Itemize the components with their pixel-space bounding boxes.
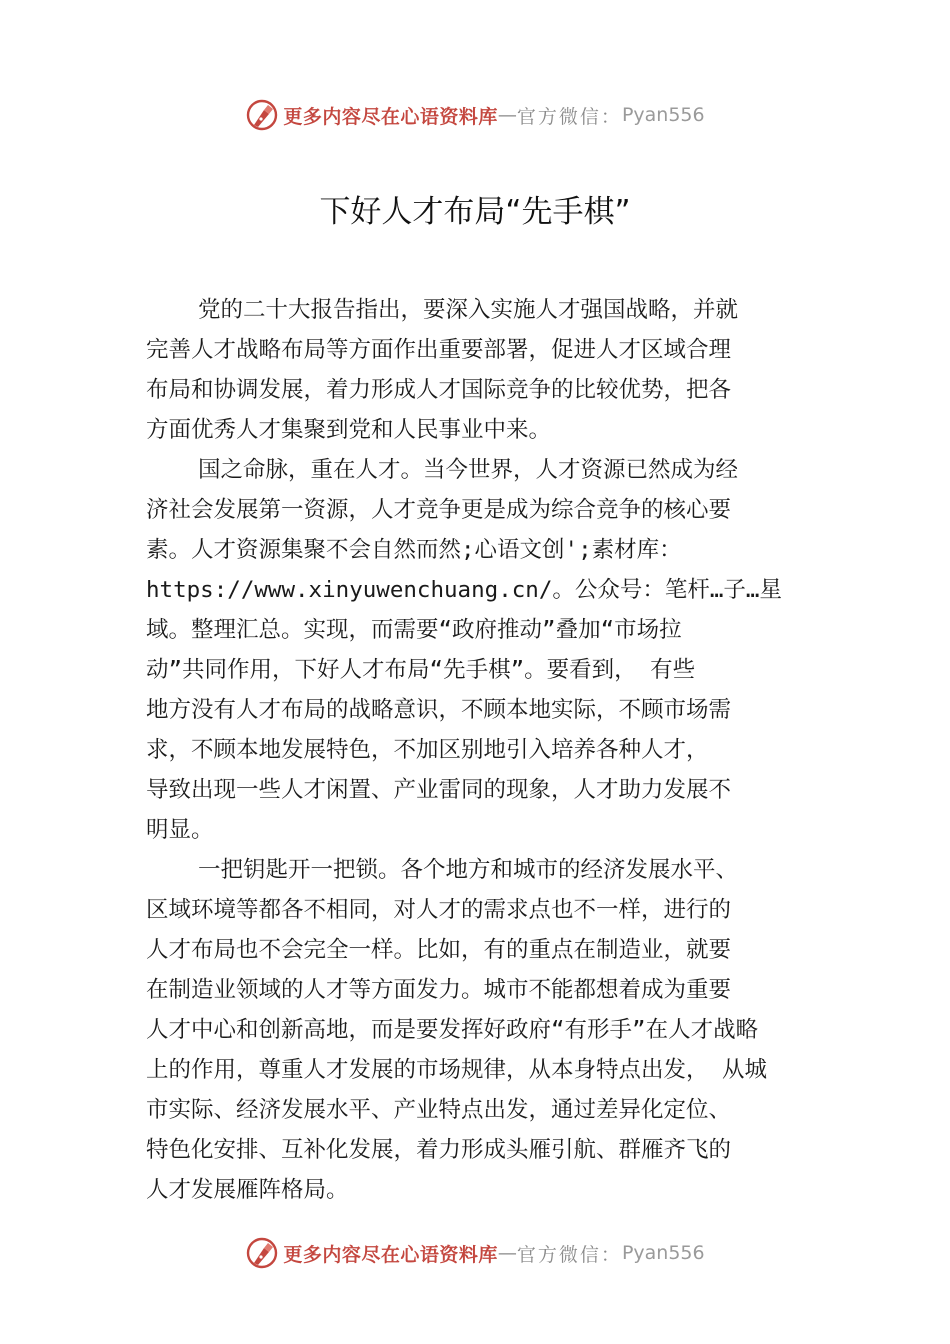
body-line: 市实际、经济发展水平、产业特点出发，通过差异化定位、 bbox=[146, 1097, 732, 1123]
body-line: 地方没有人才布局的战略意识，不顾本地实际，不顾市场需 bbox=[146, 697, 732, 723]
body-line: 动”共同作用，下好人才布局“先手棋”。要看到， 有些 bbox=[146, 657, 696, 683]
body-line: https://www.xinyuwenchuang.cn/。公众号：笔杆…子…星 bbox=[146, 577, 782, 603]
body-line: 域。整理汇总。实现，而需要“政府推动”叠加“市场拉 bbox=[146, 617, 682, 643]
body-line: 导致出现一些人才闲置、产业雷同的现象，人才助力发展不 bbox=[146, 777, 732, 803]
footer-banner bbox=[0, 1233, 950, 1273]
body-line: 人才中心和创新高地，而是要发挥好政府“有形手”在人才战略 bbox=[146, 1017, 759, 1043]
banner-separator: — bbox=[497, 1242, 517, 1264]
banner-wechat-id: Pyan556 bbox=[621, 1242, 705, 1264]
pen-nib-logo-icon bbox=[245, 1236, 279, 1270]
body-line: 在制造业领域的人才等方面发力。城市不能都想着成为重要 bbox=[146, 977, 732, 1003]
banner-separator: — bbox=[497, 104, 517, 126]
body-line: 上的作用，尊重人才发展的市场规律，从本身特点出发， 从城 bbox=[146, 1057, 768, 1083]
pen-nib-logo-icon bbox=[245, 98, 279, 132]
body-line: 党的二十大报告指出，要深入实施人才强国战略，并就 bbox=[198, 297, 739, 323]
banner-brand-text: 更多内容尽在心语资料库 bbox=[283, 105, 498, 128]
body-line: 素。人才资源集聚不会自然而然;心语文创';素材库： bbox=[146, 537, 682, 563]
document-title: 下好人才布局“先手棋” bbox=[319, 194, 631, 230]
banner-wechat-label: 官方微信： bbox=[516, 105, 622, 128]
body-line: 国之命脉，重在人才。当今世界，人才资源已然成为经 bbox=[198, 457, 739, 483]
document-body bbox=[146, 290, 816, 1210]
body-line: 求，不顾本地发展特色，不加区别地引入培养各种人才， bbox=[146, 737, 709, 763]
body-line: 区域环境等都各不相同，对人才的需求点也不一样，进行的 bbox=[146, 897, 732, 923]
banner-wechat-id: Pyan556 bbox=[621, 104, 705, 126]
header-banner bbox=[0, 95, 950, 135]
body-line: 一把钥匙开一把锁。各个地方和城市的经济发展水平、 bbox=[198, 857, 739, 883]
body-line: 人才发展雁阵格局。 bbox=[146, 1177, 349, 1203]
body-line: 方面优秀人才集聚到党和人民事业中来。 bbox=[146, 417, 552, 443]
banner-wechat-label: 官方微信： bbox=[516, 1243, 622, 1266]
body-line: 人才布局也不会完全一样。比如，有的重点在制造业，就要 bbox=[146, 937, 732, 963]
body-line: 明显。 bbox=[146, 817, 214, 843]
body-line: 完善人才战略布局等方面作出重要部署，促进人才区域合理 bbox=[146, 337, 732, 363]
body-line: 济社会发展第一资源，人才竞争更是成为综合竞争的核心要 bbox=[146, 497, 732, 523]
body-line: 特色化安排、互补化发展，着力形成头雁引航、群雁齐飞的 bbox=[146, 1137, 732, 1163]
body-line: 布局和协调发展，着力形成人才国际竞争的比较优势，把各 bbox=[146, 377, 732, 403]
banner-brand-text: 更多内容尽在心语资料库 bbox=[283, 1243, 498, 1266]
